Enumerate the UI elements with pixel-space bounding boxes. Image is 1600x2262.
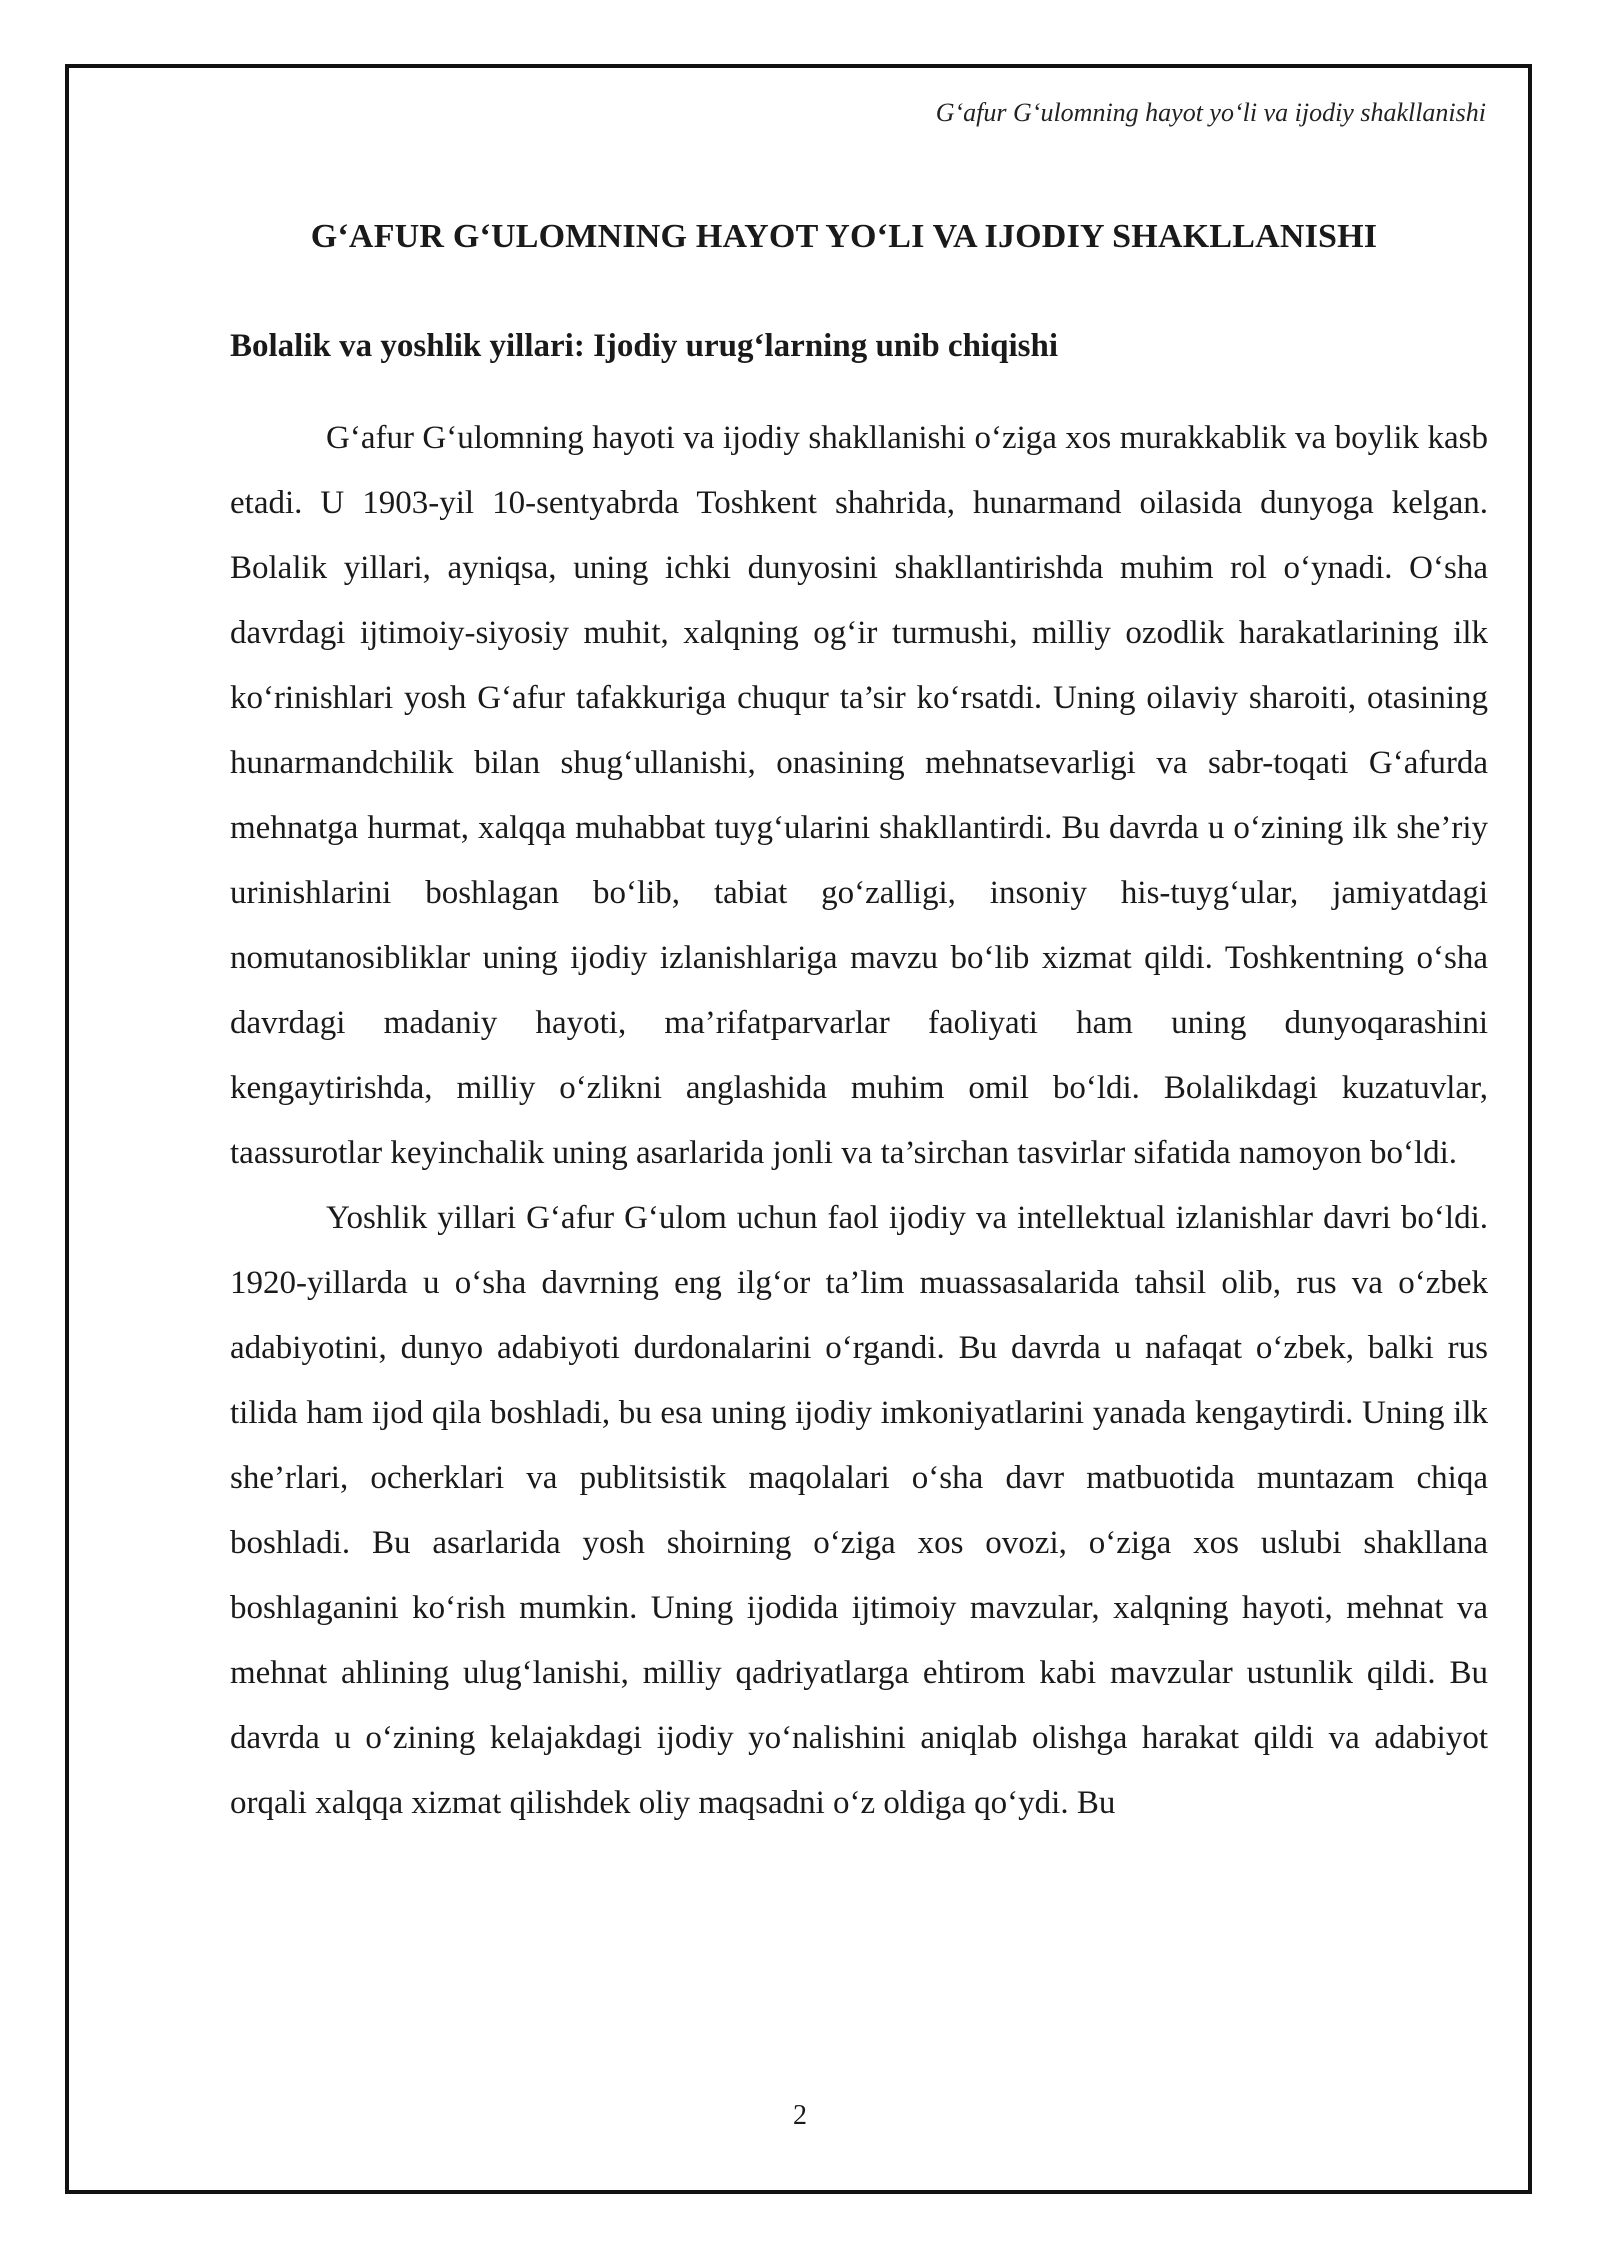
body-text [230, 406, 1488, 1836]
section-heading: Bolalik va yoshlik yillari: Ijodiy urug‘larning unib chiqishi [230, 328, 1058, 364]
page-number: 2 [793, 2100, 807, 2131]
document-title: G‘AFUR G‘ULOMNING HAYOT YO‘LI VA IJODIY SHAKLLANISHI [310, 218, 1378, 255]
paragraph-1: G‘afur G‘ulomning hayoti va ijodiy shakllanishi o‘ziga xos murakkablik va boylik kasb etadi. U 1903-yil 10-sentyabrda Toshkent shahrida, hunarmand oilasida dunyoga kelgan. Bolalik yillari, ayniqsa, uning ichki dunyosini shakllantirishda muhim rol o‘ynadi. O‘sha davrdagi ijtimoiy-siyosiy muhit, xalqning og‘ir turmushi, milliy ozodlik harakatlarining ilk ko‘rinishlari yosh G‘afur tafakkuriga chuqur ta’sir ko‘rsatdi. Uning oilaviy sharoiti, otasining hunarmandchilik bilan shug‘ullanishi, onasining mehnatsevarligi va sabr-toqati G‘afurda mehnatga hurmat, xalqqa muhabbat tuyg‘ularini shakllantirdi. Bu davrda u o‘zining ilk she’riy urinishlarini boshlagan bo‘lib, tabiat go‘zalligi, insoniy his-tuyg‘ular, jamiyatdagi nomutanosibliklar uning ijodiy izlanishlariga mavzu bo‘lib xizmat qildi. Toshkentning o‘sha davrdagi madaniy hayoti, ma’rifatparvarlar faoliyati ham uning dunyoqarashini kengaytirishda, milliy o‘zlikni anglashida muhim omil bo‘ldi. Bolalikdagi kuzatuvlar, taassurotlar keyinchalik uning asarlarida jonli va ta’sirchan tasvirlar sifatida namoyon bo‘ldi. [230, 420, 1488, 1171]
paragraph-2: Yoshlik yillari G‘afur G‘ulom uchun faol ijodiy va intellektual izlanishlar davri bo‘ldi. 1920-yillarda u o‘sha davrning eng ilg‘or ta’lim muassasalarida tahsil olib, rus va o‘zbek adabiyotini, dunyo adabiyoti durdonalarini o‘rgandi. Bu davrda u nafaqat o‘zbek, balki rus tilida ham ijod qila boshladi, bu esa uning ijodiy imkoniyatlarini yanada kengaytirdi. Uning ilk she’rlari, ocherklari va publitsistik maqolalari o‘sha davr matbuotida muntazam chiqa boshladi. Bu asarlarida yosh shoirning o‘ziga xos ovozi, o‘ziga xos uslubi shakllana boshlaganini ko‘rish mumkin. Uning ijodida ijtimoiy mavzular, xalqning hayoti, mehnat va mehnat ahlining ulug‘lanishi, milliy qadriyatlarga ehtirom kabi mavzular ustunlik qildi. Bu davrda u o‘zining kelajakdagi ijodiy yo‘nalishini aniqlab olishga harakat qildi va adabiyot orqali xalqqa xizmat qilishdek oliy maqsadni o‘z oldiga qo‘ydi. Bu [230, 1200, 1488, 1821]
running-header: G‘afur G‘ulomning hayot yo‘li va ijodiy shakllanishi [935, 98, 1486, 127]
